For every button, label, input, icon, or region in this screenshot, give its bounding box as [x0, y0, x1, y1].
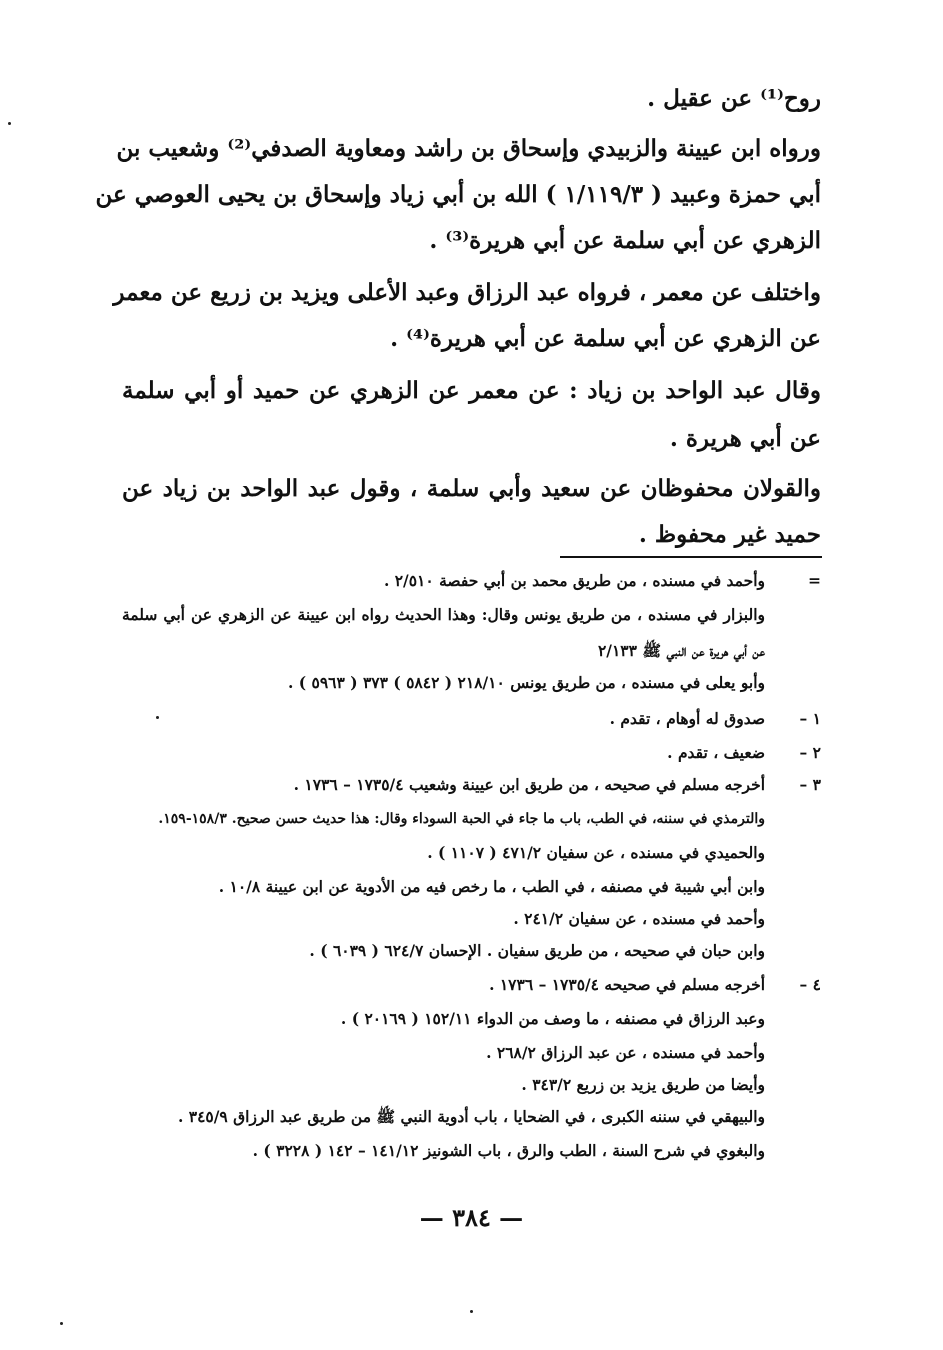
footnote-line: أخرجه مسلم في صحيحه ١٧٣٥/٤ – ١٧٣٦ . [489, 975, 765, 994]
footnote-line: عن أبي هريرة عن النبي ﷺ ٢/١٣٣ [597, 641, 765, 660]
footnote-line: أخرجه مسلم في صحيحه ، من طريق ابن عيينة وشعيب ١٧٣٥/٤ – ١٧٣٦ . [293, 775, 765, 794]
body-line: أبي حمزة وعبيد ( ١/١١٩/٣ ) الله بن أبي زياد وإسحاق بن يحيى العوصي عن [95, 181, 821, 208]
body-line: عن أبي هريرة . [669, 425, 821, 452]
footnote-marker: ١ – [799, 709, 821, 728]
footnote-line: وعبد الرزاق في مصنفه ، ما وصف من الدواء ١٥٢/١١ ( ٢٠١٦٩ ) . [340, 1009, 765, 1028]
body-line: روح⁽¹⁾ عن عقيل . [647, 85, 821, 112]
footnote-line: وابن حبان في صحيحه ، من طريق سفيان . الإحسان ٦٢٤/٧ ( ٦٠٣٩ ) . [309, 941, 765, 960]
footnote-line: وأحمد في مسنده ، عن عبد الرزاق ٢٦٨/٢ . [486, 1043, 765, 1062]
footnote-marker: ٤ – [799, 975, 821, 994]
footnote-line: وأبو يعلى في مسنده ، من طريق يونس ٢١٨/١٠ ( ٥٨٤٢ ) ٣٧٣ ( ٥٩٦٣ ) . [287, 673, 765, 692]
footnote-marker: = [808, 571, 821, 590]
body-line: ورواه ابن عيينة والزبيدي وإسحاق بن راشد ومعاوية الصدفي⁽²⁾ وشعيب بن [116, 135, 821, 162]
footnote-marker: ٢ – [799, 743, 821, 762]
footnote-line: وأحمد في مسنده ، عن سفيان ٢٤١/٢ . [513, 909, 765, 928]
scan-speck [470, 1310, 473, 1313]
page-number: — ٣٨٤ — [419, 1203, 524, 1232]
footnote-marker: ٣ – [799, 775, 821, 794]
scan-speck [60, 1322, 63, 1325]
body-line: عن الزهري عن أبي سلمة عن أبي هريرة⁽⁴⁾ . [390, 325, 821, 352]
body-line: الزهري عن أبي سلمة عن أبي هريرة⁽³⁾ . [429, 227, 821, 254]
footnote-line: والترمذي في سننه، في الطب، باب ما جاء في الحبة السوداء وقال: هذا حديث حسن صحيح. ١٥٨/٣-١٥٩. [158, 811, 765, 827]
footnote-line: والبغوي في شرح السنة ، الطب والرق ، باب الشونيز ١٤١/١٢ – ١٤٢ ( ٣٢٢٨ ) . [252, 1141, 765, 1160]
footnote-line: والحميدي في مسنده ، عن سفيان ٤٧١/٢ ( ١١٠٧ ) . [427, 843, 765, 862]
body-line: حميد غير محفوظ . [638, 521, 821, 548]
body-line: وقال عبد الواحد بن زياد : عن معمر عن الزهري عن حميد أو أبي سلمة [122, 377, 821, 404]
footnote-line: وأحمد في مسنده ، من طريق محمد بن أبي حفصة ٢/٥١٠ . [383, 571, 765, 590]
footnote-line: والبزار في مسنده ، من طريق يونس وقال: وهذا الحديث رواه ابن عيينة عن الزهري عن أبي سلمة [122, 605, 765, 624]
body-line: والقولان محفوظان عن سعيد وأبي سلمة ، وقول عبد الواحد بن زياد عن [122, 475, 821, 502]
footnote-line: والبيهقي في سننه الكبرى ، في الضحايا ، باب أدوية النبي ﷺ من طريق عبد الرزاق ٣٤٥/٩ . [177, 1107, 765, 1126]
scan-speck [8, 122, 11, 125]
footnote-line: صدوق له أوهام ، تقدم . [609, 709, 765, 728]
body-line: واختلف عن معمر ، فرواه عبد الرزاق وعبد الأعلى ويزيد بن زريع عن معمر [113, 279, 821, 306]
footnote-line: وأيضا من طريق يزيد بن زريع ٣٤٣/٢ . [521, 1075, 765, 1094]
scan-speck [156, 716, 159, 719]
footnote-line: ضعيف ، تقدم . [667, 743, 765, 762]
footnote-separator [560, 556, 822, 558]
footnote-line: وابن أبي شيبة في مصنفه ، في الطب ، ما رخص فيه من الأدوية عن ابن عيينة ١٠/٨ . [218, 877, 765, 896]
